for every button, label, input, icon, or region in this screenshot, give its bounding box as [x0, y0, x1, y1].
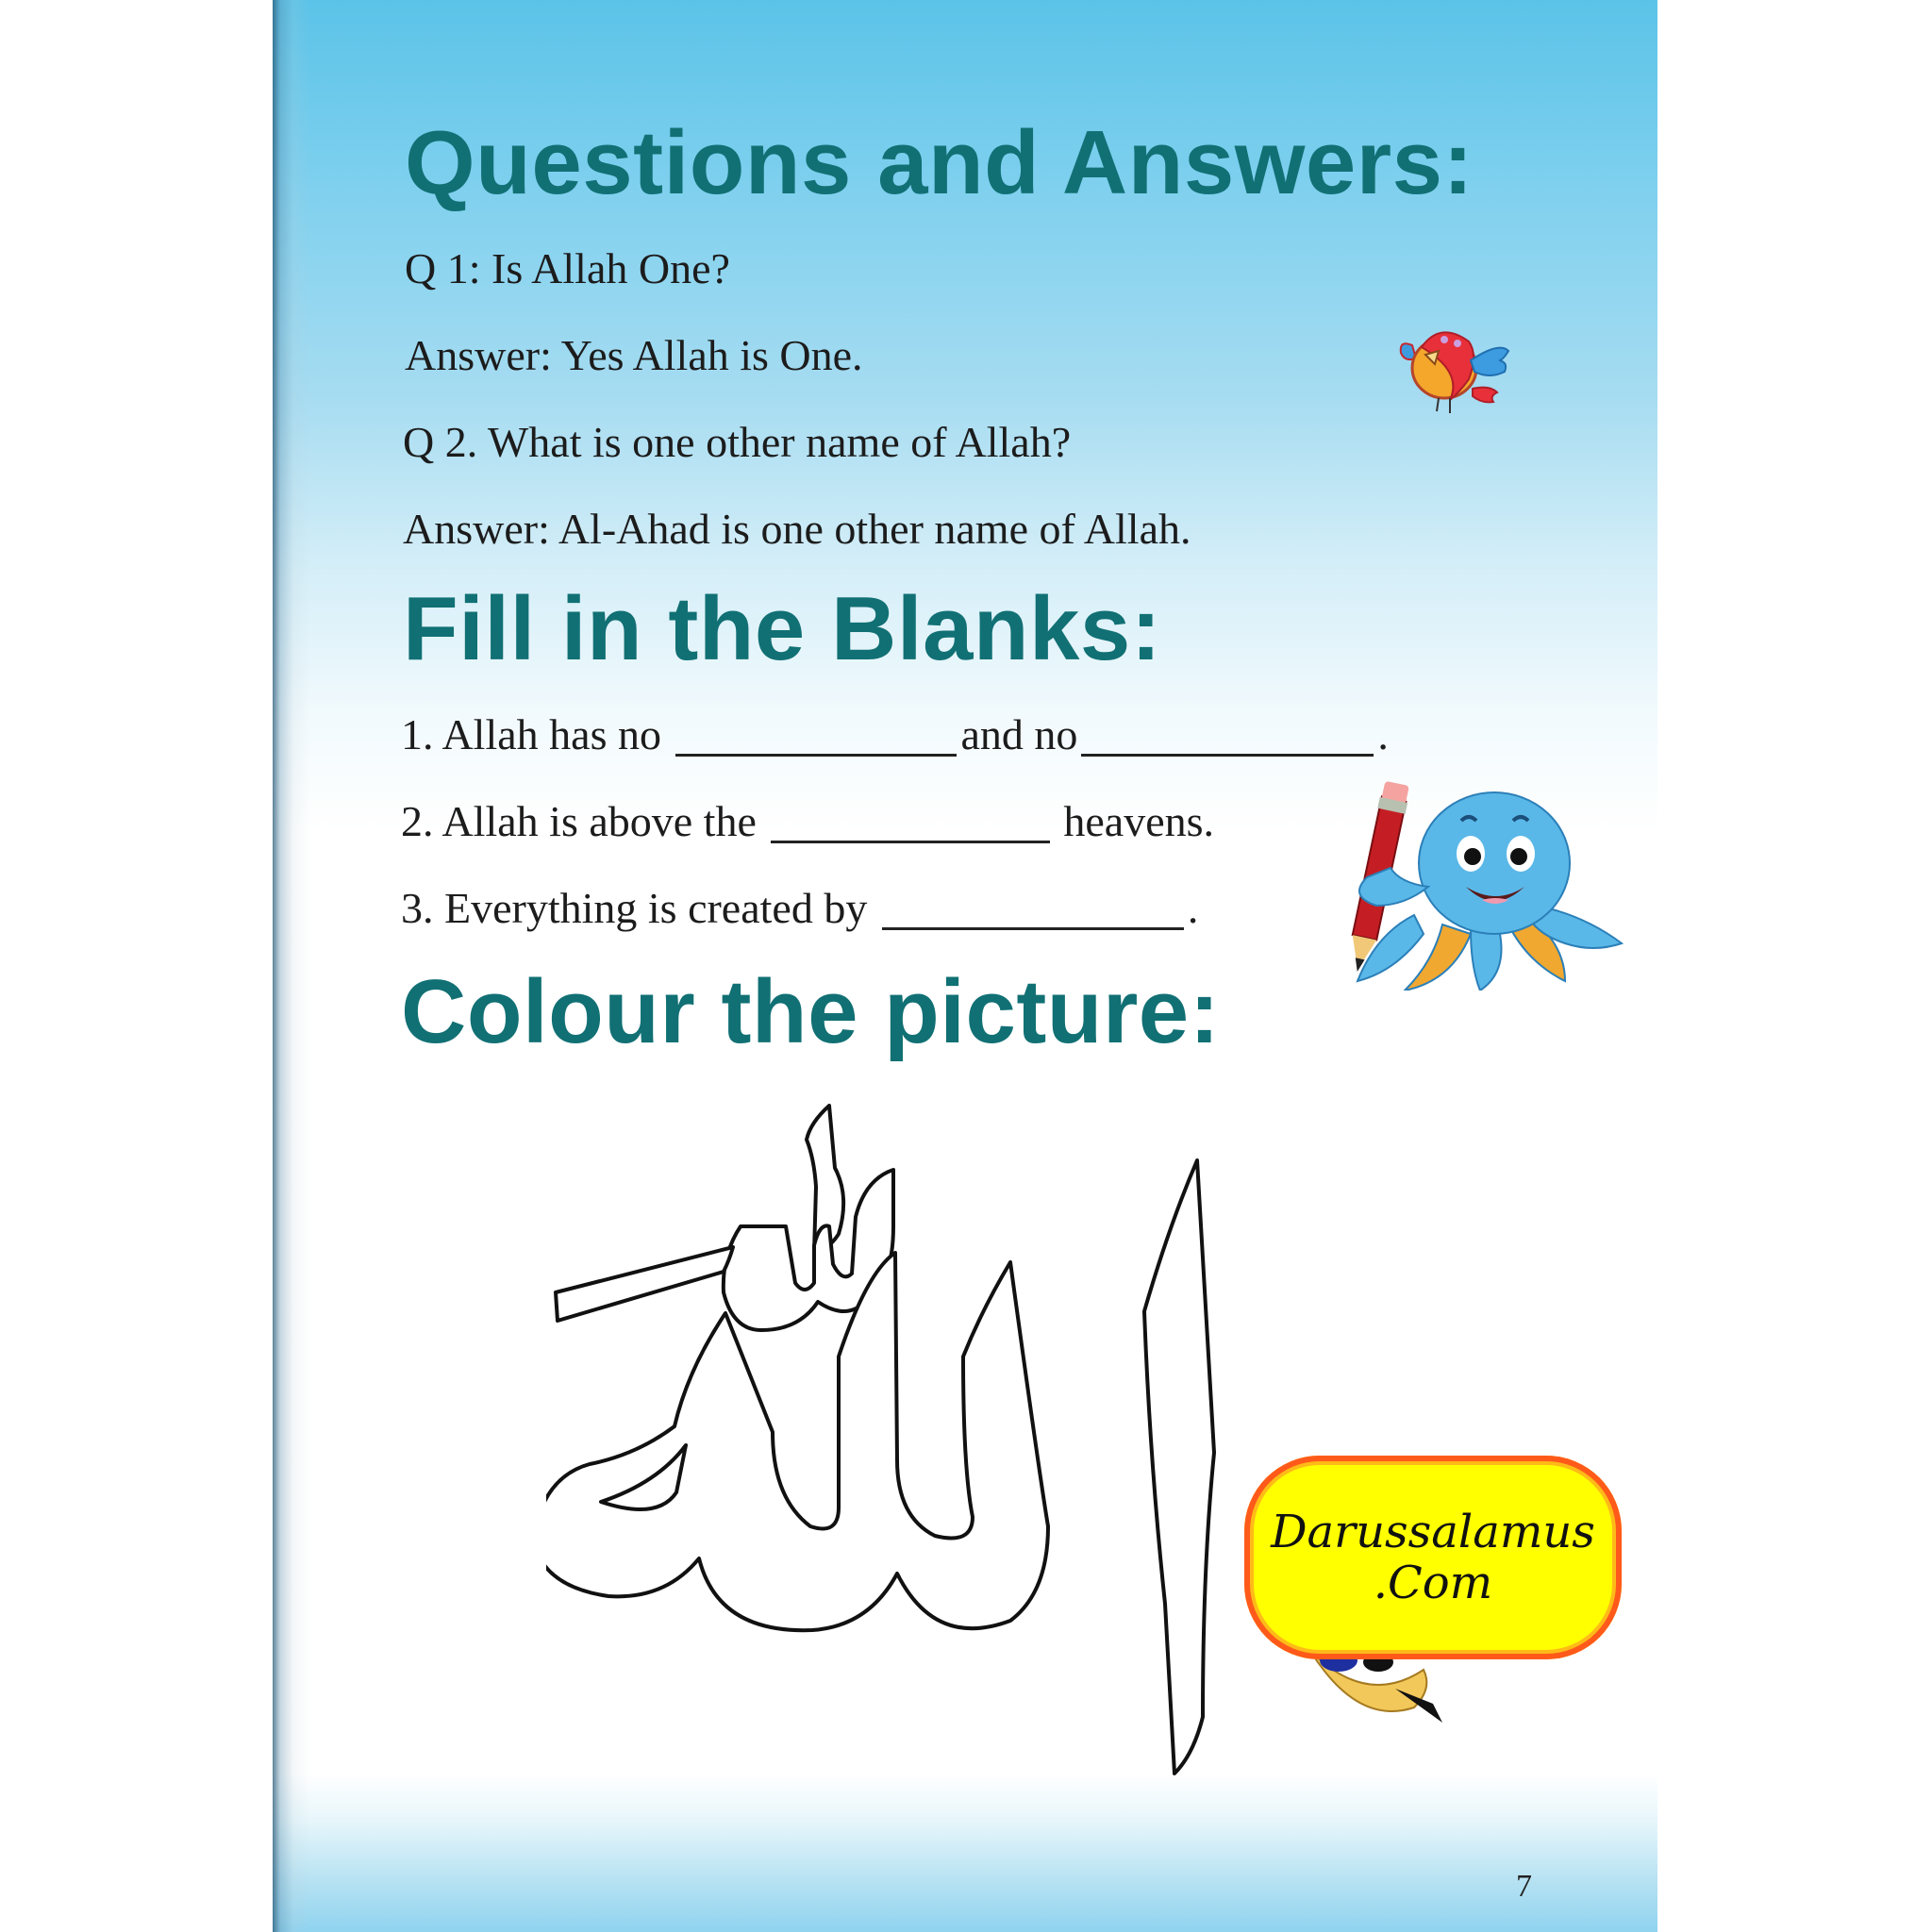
blank-field-3[interactable]: [882, 925, 1184, 930]
blank-item-3-prefix: 3. Everything is created by: [401, 884, 868, 932]
allah-calligraphy-outline[interactable]: [546, 1094, 1282, 1830]
blank-item-1-prefix: 1. Allah has no: [401, 710, 661, 758]
blank-field-2[interactable]: [771, 839, 1050, 843]
answer-1: Answer: Yes Allah is One.: [405, 331, 863, 379]
watermark-line-1: Darussalamus: [1271, 1506, 1595, 1558]
watermark-badge: [1244, 1456, 1622, 1659]
answer-2: Answer: Al-Ahad is one other name of Allah.: [403, 505, 1191, 553]
blank-item-3-suffix: .: [1187, 884, 1199, 932]
blank-item-1: [401, 709, 1389, 759]
blank-item-1-suffix: .: [1377, 710, 1389, 758]
page-spine-shadow: [273, 0, 310, 1932]
blank-item-1-middle: and no: [960, 710, 1078, 758]
watermark-line-2: .Com: [1373, 1557, 1493, 1609]
blank-item-2-suffix: heavens.: [1063, 797, 1215, 845]
question-2: Q 2. What is one other name of Allah?: [403, 418, 1072, 466]
fill-blanks-heading: Fill in the Blanks:: [403, 578, 1162, 679]
bird-icon: [1395, 319, 1518, 423]
colour-heading: Colour the picture:: [401, 961, 1221, 1062]
questions-heading: Questions and Answers:: [405, 112, 1474, 213]
book-page: [273, 0, 1657, 1932]
blank-item-2-prefix: 2. Allah is above the: [401, 797, 757, 845]
blank-field-1b[interactable]: [1081, 752, 1374, 757]
blank-item-3: [401, 883, 1198, 933]
blank-item-2: [401, 796, 1214, 846]
question-1: Q 1: Is Allah One?: [405, 244, 730, 292]
octopus-with-pencil-icon: [1329, 774, 1641, 991]
blank-field-1a[interactable]: [675, 752, 957, 757]
page-number: 7: [1516, 1869, 1532, 1904]
